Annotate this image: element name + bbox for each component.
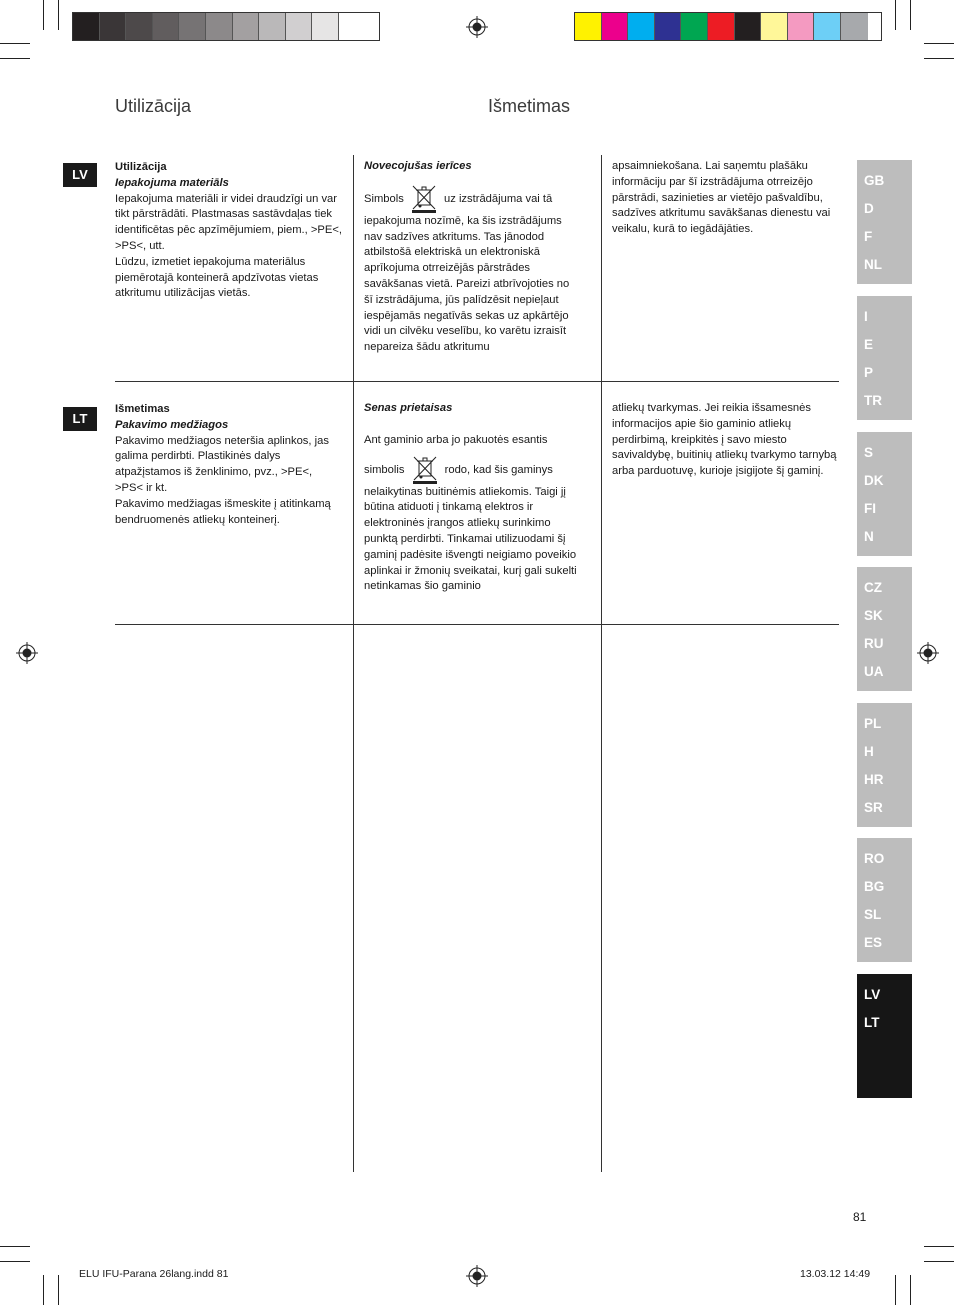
column-divider bbox=[601, 155, 602, 1172]
paragraph: Pakavimo medžiagas išmeskite į atitinkamą bendruomenės atliekų konteinerį. bbox=[115, 497, 331, 526]
lang-tab-label: S bbox=[864, 445, 874, 460]
lang-tab-label: SR bbox=[864, 800, 883, 815]
gray-swatch bbox=[259, 13, 286, 40]
lang-tab-group-1[interactable] bbox=[857, 160, 912, 284]
registration-mark-icon bbox=[917, 642, 939, 664]
color-calibration-bar bbox=[574, 12, 882, 41]
lang-tab-group-6[interactable] bbox=[857, 838, 912, 962]
lang-tab-label: N bbox=[864, 529, 874, 544]
crop-mark bbox=[910, 0, 911, 30]
gray-swatch bbox=[206, 13, 233, 40]
gray-swatch bbox=[153, 13, 180, 40]
weee-crossed-bin-icon bbox=[410, 184, 438, 214]
lang-tab-label: H bbox=[864, 744, 874, 759]
crop-mark bbox=[895, 0, 896, 30]
section-subtitle: Iepakojuma materiāls bbox=[115, 176, 229, 189]
gray-swatch bbox=[233, 13, 260, 40]
lang-tab-label: LV bbox=[864, 987, 881, 1002]
color-swatch bbox=[814, 13, 841, 40]
lt-old-appliance-section bbox=[364, 401, 580, 595]
color-swatch bbox=[655, 13, 682, 40]
lang-tab-label: FI bbox=[864, 501, 876, 516]
lang-tab-label: GB bbox=[864, 173, 885, 188]
crop-mark bbox=[924, 58, 954, 59]
lang-tab-label: PL bbox=[864, 716, 882, 731]
lang-tab-label: BG bbox=[864, 879, 885, 894]
lang-tab-group-2[interactable] bbox=[857, 296, 912, 420]
crop-mark bbox=[43, 0, 44, 30]
color-swatch bbox=[788, 13, 815, 40]
column-divider bbox=[353, 155, 354, 1172]
lang-tab-label: UA bbox=[864, 664, 884, 679]
paragraph: Lūdzu, izmetiet iepakojuma materiālus piemērotajā konteinerā apdzīvotas vietas atkritumu utilizācijas vietās. bbox=[115, 255, 319, 300]
color-swatch bbox=[681, 13, 708, 40]
lv-old-appliances-section bbox=[364, 159, 580, 356]
crop-mark bbox=[924, 1246, 954, 1247]
color-swatch bbox=[628, 13, 655, 40]
registration-mark-icon bbox=[466, 1265, 488, 1287]
gray-calibration-bar bbox=[72, 12, 380, 41]
text-fragment: simbolis bbox=[364, 463, 405, 476]
color-swatch bbox=[708, 13, 735, 40]
lt-packaging-section bbox=[115, 402, 343, 528]
gray-swatch bbox=[339, 13, 366, 40]
section-subtitle: Pakavimo medžiagos bbox=[115, 418, 229, 431]
weee-crossed-bin-icon bbox=[411, 455, 439, 485]
gray-swatch bbox=[73, 13, 100, 40]
crop-mark bbox=[43, 1275, 44, 1305]
crop-mark bbox=[58, 0, 59, 30]
crop-mark bbox=[910, 1275, 911, 1305]
lang-tab-group-3[interactable] bbox=[857, 432, 912, 556]
lang-tab-label: I bbox=[864, 309, 868, 324]
lang-tab-label: LT bbox=[864, 1015, 880, 1030]
paragraph: apsaimniekošana. Lai saņemtu plašāku informāciju par šī izstrādājuma otrreizējo pārstrādi, sazinieties ar vietējo pašvaldību, sadzīves atkritumu savākšanas dienestu vai veikalu, kurā to iegādājāties. bbox=[612, 160, 831, 236]
paragraph: Pakavimo medžiagos neteršia aplinkos, jas galima perdirbti. Plastikinės dalys atpažįstamos iš ženklinimo, pvz., >PE<, >PS< ir kt. bbox=[115, 434, 329, 494]
paragraph: Ant gaminio arba jo pakuotės esantis bbox=[364, 433, 548, 446]
lang-tab-label: D bbox=[864, 201, 874, 216]
lang-tab-group-5[interactable] bbox=[857, 703, 912, 827]
gray-swatch bbox=[286, 13, 313, 40]
lang-tab-label: P bbox=[864, 365, 874, 380]
lang-tab-group-4[interactable] bbox=[857, 567, 912, 691]
section-title: Išmetimas bbox=[115, 403, 170, 415]
crop-mark bbox=[58, 1275, 59, 1305]
crop-mark bbox=[0, 58, 30, 59]
crop-mark bbox=[924, 43, 954, 44]
crop-mark bbox=[0, 43, 30, 44]
lt-continuation-section bbox=[612, 401, 840, 480]
page-number: 81 bbox=[853, 1210, 867, 1224]
gray-swatch bbox=[126, 13, 153, 40]
lang-tab-label: TR bbox=[864, 393, 882, 408]
paragraph: atliekų tvarkymas. Jei reikia išsamesnės informacijos apie šio gaminio atliekų perdirbimą, kreipkitės į savo miesto savivaldybę, buitinių atliekų tvarkymo tarnybą arba parduotuvę, kurioje įsigijote šį gaminį. bbox=[612, 402, 837, 478]
lang-tab-label: ES bbox=[864, 935, 883, 950]
section-divider bbox=[115, 624, 839, 625]
color-swatch bbox=[575, 13, 602, 40]
gray-swatch bbox=[179, 13, 206, 40]
lang-tab-label: DK bbox=[864, 473, 884, 488]
lang-tab-label: SL bbox=[864, 907, 882, 922]
color-swatch bbox=[735, 13, 762, 40]
footer-file-info: ELU IFU-Parana 26lang.indd 81 bbox=[79, 1268, 229, 1280]
section-subtitle: Novecojušas ierīces bbox=[364, 160, 472, 172]
lang-tab-label: F bbox=[864, 229, 873, 244]
registration-mark-icon bbox=[16, 642, 38, 664]
crop-mark bbox=[895, 1275, 896, 1305]
lang-tab-label: HR bbox=[864, 772, 884, 787]
lang-tab-label: E bbox=[864, 337, 874, 352]
lang-badge-lt: LT bbox=[63, 407, 97, 431]
crop-mark bbox=[924, 1261, 954, 1262]
lang-tab-label: RO bbox=[864, 851, 885, 866]
section-subtitle: Senas prietaisas bbox=[364, 402, 453, 414]
page-title-lv: Utilizācija bbox=[115, 96, 192, 116]
registration-mark-icon bbox=[466, 16, 488, 38]
section-divider bbox=[115, 381, 839, 382]
color-swatch bbox=[761, 13, 788, 40]
text-fragment: rodo, kad šis gaminys bbox=[444, 463, 553, 476]
crop-mark bbox=[0, 1261, 30, 1262]
lv-packaging-section bbox=[115, 160, 343, 302]
page-title-lt: Išmetimas bbox=[488, 96, 571, 116]
text-fragment: uz izstrādājuma vai tā iepakojuma nozīmē, ka šis izstrādājums nav sadzīves atkritums. Tas jānodod atbilstošā elektriskā un elektroniskā aprīkojuma otrreizējās pārstrādes savākšanas vietā. Pareizi atbrīvojoties no šī izstrādājuma, jūs palīdzēsit nepieļaut iespējamās negatīvās sekas uz apkārtējo vidi un cilvēku veselību, ko varētu izraisīt nepareiza šādu atkritumu bbox=[364, 192, 570, 354]
color-swatch bbox=[841, 13, 868, 40]
lang-tab-label: RU bbox=[864, 636, 884, 651]
lang-badge-lv: LV bbox=[63, 163, 97, 187]
gray-swatch bbox=[312, 13, 339, 40]
lang-tab-label: NL bbox=[864, 257, 882, 272]
section-title: Utilizācija bbox=[115, 161, 167, 173]
lang-tab-label: SK bbox=[864, 608, 883, 623]
color-swatch bbox=[602, 13, 629, 40]
lv-continuation-section bbox=[612, 159, 840, 238]
footer-date: 13.03.12 14:49 bbox=[800, 1268, 871, 1280]
paragraph: Iepakojuma materiāli ir videi draudzīgi un var tikt pārstrādāti. Plastmasas sastāvdaļas tiek identificētas pēc apzīmējumiem, piem., >PE<, >PS<, utt. bbox=[115, 192, 342, 252]
paragraph: nelaikytinas buitinėmis atliekomis. Taigi jį būtina atiduoti į tinkamą elektros ir elektroninės įrangos atliekų surinkimo punktą perdirbti. Tinkamai utilizuodami šį gaminį padėsite išvengti neigiamo poveikio aplinkai ir žmonių sveikatai, kurį gali sukelti netinkamas šio gaminio bbox=[364, 485, 577, 593]
lang-tab-label: CZ bbox=[864, 580, 882, 595]
lang-tab-group-active[interactable] bbox=[857, 974, 912, 1098]
crop-mark bbox=[0, 1246, 30, 1247]
text-fragment: Simbols bbox=[364, 192, 404, 205]
gray-swatch bbox=[100, 13, 127, 40]
